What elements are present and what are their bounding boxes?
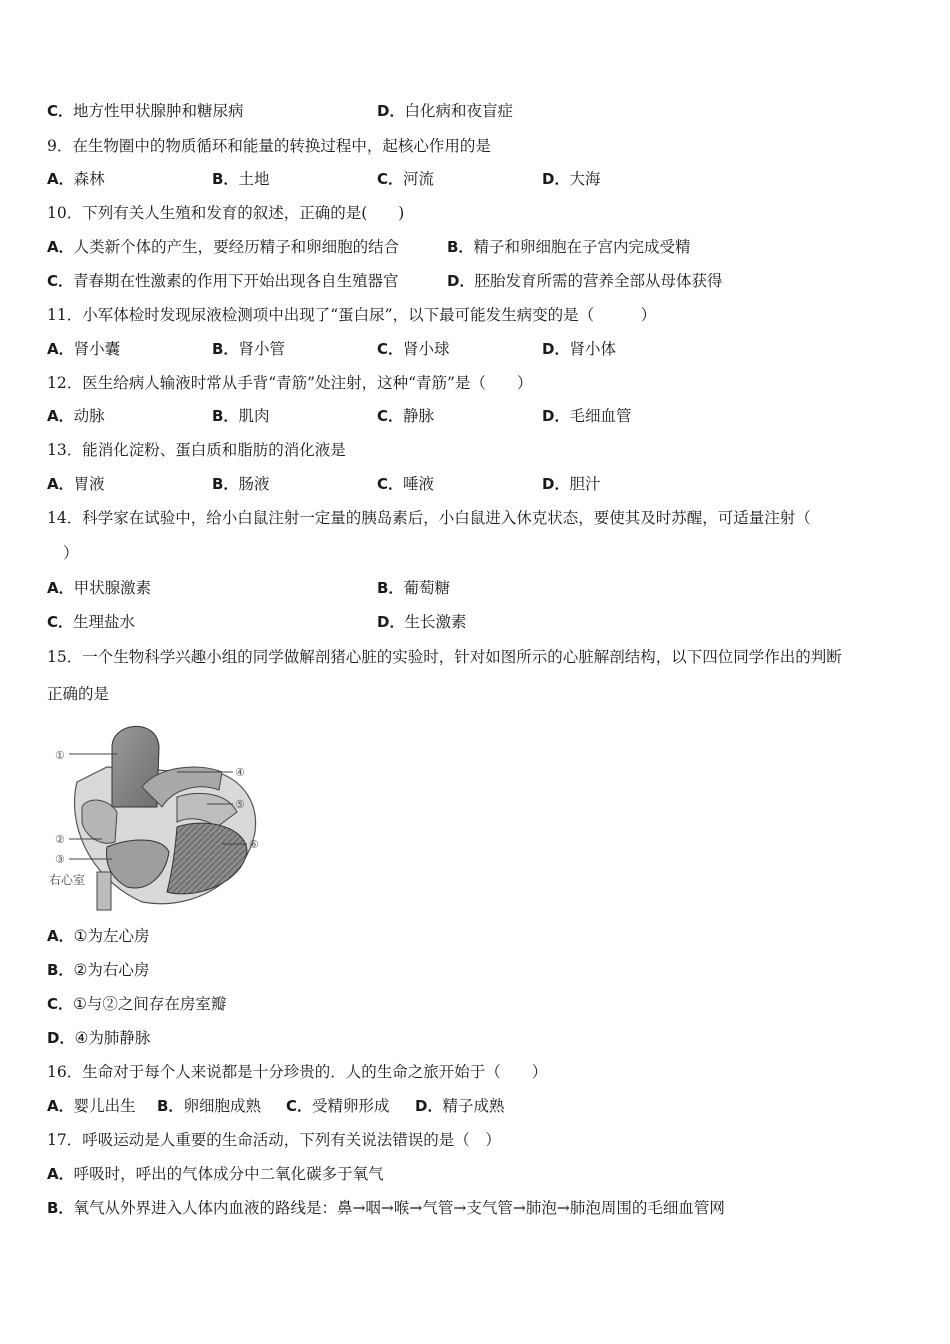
q12-option-c: C．静脉 <box>377 407 435 425</box>
q14-option-c: C．生理盐水 <box>47 613 136 631</box>
q17-option-a: A．呼吸时，呼出的气体成分中二氧化碳多于氧气 <box>47 1165 384 1183</box>
q11-option-a: A．肾小囊 <box>47 340 121 358</box>
q10-option-a: A．人类新个体的产生，要经历精子和卵细胞的结合 <box>47 238 400 256</box>
q15-option-a: A．①为左心房 <box>47 927 150 945</box>
q15-stem-line1: 15．一个生物科学兴趣小组的同学做解剖猪心脏的实验时，针对如图所示的心脏解剖结构，以下四位同学作出的判断 <box>47 648 842 666</box>
q10-option-b: B．精子和卵细胞在子宫内完成受精 <box>447 238 691 256</box>
heart-diagram-svg <box>47 712 269 912</box>
q12-option-d: D．毛细血管 <box>542 407 632 425</box>
q12-option-a: A．动脉 <box>47 407 105 425</box>
q12-option-b: B．肌肉 <box>212 407 270 425</box>
figure-label-6: ⑥ <box>249 838 259 851</box>
q16-option-c: C．受精卵形成 <box>286 1097 390 1115</box>
q14-stem-line1: 14．科学家在试验中，给小白鼠注射一定量的胰岛素后，小白鼠进入休克状态，要使其及时苏醒，可适量注射（ <box>47 509 811 527</box>
q17-stem: 17．呼吸运动是人重要的生命活动，下列有关说法错误的是（ ） <box>47 1131 501 1149</box>
q16-option-a: A．婴儿出生 <box>47 1097 136 1115</box>
q9-option-d: D．大海 <box>542 170 601 188</box>
q13-stem: 13．能消化淀粉、蛋白质和脂肪的消化液是 <box>47 441 346 459</box>
inferior-vena-cava <box>97 872 111 910</box>
q15-option-b: B．②为右心房 <box>47 961 150 979</box>
q11-stem: 11．小军体检时发现尿液检测项中出现了“蛋白尿”，以下最可能发生病变的是（ ） <box>47 306 657 324</box>
q14-stem-line2: ） <box>63 544 79 562</box>
q14-option-d: D．生长激素 <box>377 613 467 631</box>
q16-stem: 16．生命对于每个人来说都是十分珍贵的．人的生命之旅开始于（ ） <box>47 1063 548 1081</box>
q13-option-c: C．唾液 <box>377 475 435 493</box>
q12-stem: 12．医生给病人输液时常从手背“青筋”处注射，这种“青筋”是（ ） <box>47 374 533 392</box>
q14-option-b: B．葡萄糖 <box>377 579 450 597</box>
q10-option-c: C．青春期在性激素的作用下开始出现各自生殖器官 <box>47 272 399 290</box>
q11-option-b: B．肾小管 <box>212 340 285 358</box>
q8-option-d: D．白化病和夜盲症 <box>377 102 513 120</box>
q9-stem: 9．在生物圈中的物质循环和能量的转换过程中，起核心作用的是 <box>47 137 491 155</box>
figure-label-1: ① <box>55 749 65 762</box>
q14-option-a: A．甲状腺激素 <box>47 579 152 597</box>
q13-option-a: A．胃液 <box>47 475 105 493</box>
q9-option-c: C．河流 <box>377 170 435 188</box>
q16-option-b: B．卵细胞成熟 <box>157 1097 261 1115</box>
q16-option-d: D．精子成熟 <box>415 1097 505 1115</box>
q11-option-d: D．肾小体 <box>542 340 616 358</box>
q15-stem-line2: 正确的是 <box>47 685 110 703</box>
figure-label-3: ③ <box>55 853 65 866</box>
q8-option-c: C．地方性甲状腺肿和糖尿病 <box>47 102 244 120</box>
q11-option-c: C．肾小球 <box>377 340 450 358</box>
heart-diagram <box>47 712 269 912</box>
q15-option-c: C．①与②之间存在房室瓣 <box>47 995 227 1013</box>
figure-label-5: ⑤ <box>235 798 245 811</box>
q9-option-b: B．土地 <box>212 170 270 188</box>
q13-option-b: B．肠液 <box>212 475 270 493</box>
q17-option-b: B．氧气从外界进入人体内血液的路线是：鼻→咽→喉→气管→支气管→肺泡→肺泡周围的毛细血管网 <box>47 1199 725 1217</box>
q13-option-d: D．胆汁 <box>542 475 601 493</box>
figure-label-2: ② <box>55 833 65 846</box>
q10-stem: 10．下列有关人生殖和发育的叙述，正确的是( ) <box>47 204 405 222</box>
figure-caption: 右心室 <box>49 873 86 887</box>
figure-label-4: ④ <box>235 766 245 779</box>
q15-option-d: D．④为肺静脉 <box>47 1029 151 1047</box>
q9-option-a: A．森林 <box>47 170 105 188</box>
left-ventricle <box>167 823 247 894</box>
q10-option-d: D．胚胎发育所需的营养全部从母体获得 <box>447 272 723 290</box>
